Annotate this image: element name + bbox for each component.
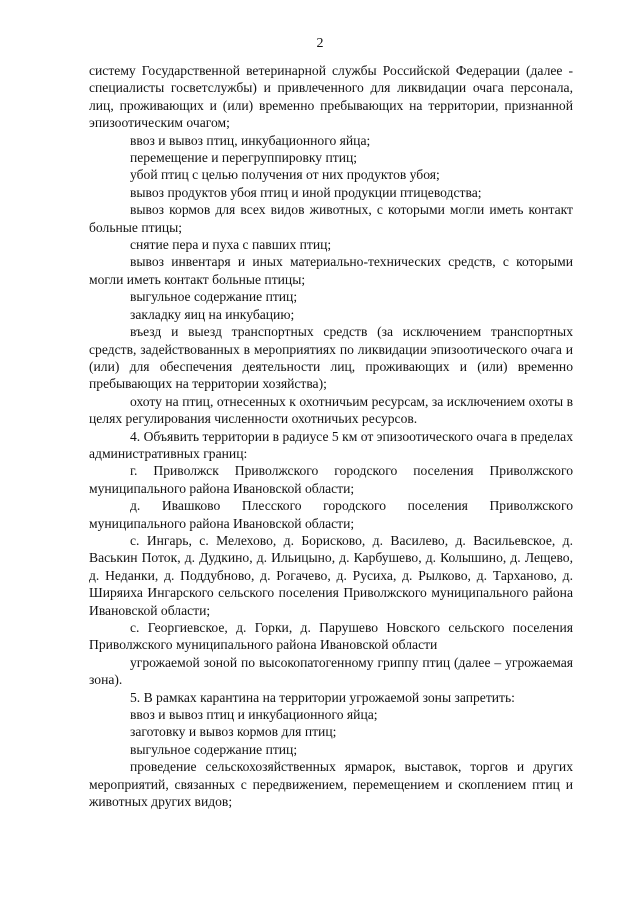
paragraph: систему Государственной ветеринарной службы Российской Федерации (далее - специалисты госветслужбы) и привлеченного для ликвидации очага персонала, лиц, проживающих и (или) временно пребывающих на территории, признанной эпизоотическим очагом; xyxy=(89,63,573,131)
page-number: 2 xyxy=(316,36,324,51)
paragraph: ввоз и вывоз птиц и инкубационного яйца; xyxy=(130,707,378,723)
paragraph: с. Ингарь, с. Мелехово, д. Борисково, д. Василево, д. Васильевское, д. Васькин Поток, д. Дудкино, д. Ильицыно, д. Карбушево, д. Колышино, д. Лещево, д. Неданки, д. Поддубново, д. Рогачево, д. Русиха, д. Рылково, д. Тарханово, д. Ширяиха Ингарского сельского поселения Приволжского муниципального района Ивановской области; xyxy=(89,532,573,618)
paragraph: вывоз инвентаря и иных материально-технических средств, с которыми могли иметь контакт больные птицы; xyxy=(89,254,573,287)
paragraph: заготовку и вывоз кормов для птиц; xyxy=(130,724,337,740)
paragraph: 5. В рамках карантина на территории угрожаемой зоны запретить: xyxy=(130,689,515,705)
paragraph: д. Ивашково Плесского городского поселения Приволжского муниципального района Ивановской области; xyxy=(89,498,573,531)
paragraph: ввоз и вывоз птиц, инкубационного яйца; xyxy=(130,132,371,148)
paragraph: перемещение и перегруппировку птиц; xyxy=(130,150,358,166)
document-body xyxy=(89,62,573,810)
paragraph: убой птиц с целью получения от них продуктов убоя; xyxy=(130,167,440,183)
paragraph: г. Приволжск Приволжского городского поселения Приволжского муниципального района Ивановской области; xyxy=(89,463,573,496)
paragraph: закладку яиц на инкубацию; xyxy=(130,306,295,322)
paragraph: вывоз кормов для всех видов животных, с которыми могли иметь контакт больные птицы; xyxy=(89,202,573,235)
paragraph: 4. Объявить территории в радиусе 5 км от эпизоотического очага в пределах административных границ: xyxy=(89,428,573,461)
paragraph: угрожаемой зоной по высокопатогенному гриппу птиц (далее – угрожаемая зона). xyxy=(89,654,573,688)
paragraph: въезд и выезд транспортных средств (за исключением транспортных средств, задействованных в мероприятиях по ликвидации эпизоотического очага и (или) для обеспечения деятельности лиц, проживающих и (или) временно пребывающих на территории хозяйства); xyxy=(89,324,573,392)
paragraph: с. Георгиевское, д. Горки, д. Парушево Новского сельского поселения Приволжского муниципального района Ивановской области xyxy=(89,620,573,653)
paragraph: снятие пера и пуха с павших птиц; xyxy=(130,237,332,253)
paragraph: охоту на птиц, отнесенных к охотничьим ресурсам, за исключением охоты в целях регулирования численности охотничьих ресурсов. xyxy=(89,393,573,427)
paragraph: выгульное содержание птиц; xyxy=(130,289,298,305)
paragraph: выгульное содержание птиц; xyxy=(130,741,298,757)
paragraph: проведение сельскохозяйственных ярмарок, выставок, торгов и других мероприятий, связанных с передвижением, перемещением и скоплением птиц и животных других видов; xyxy=(89,759,573,810)
paragraph: вывоз продуктов убоя птиц и иной продукции птицеводства; xyxy=(130,184,482,200)
